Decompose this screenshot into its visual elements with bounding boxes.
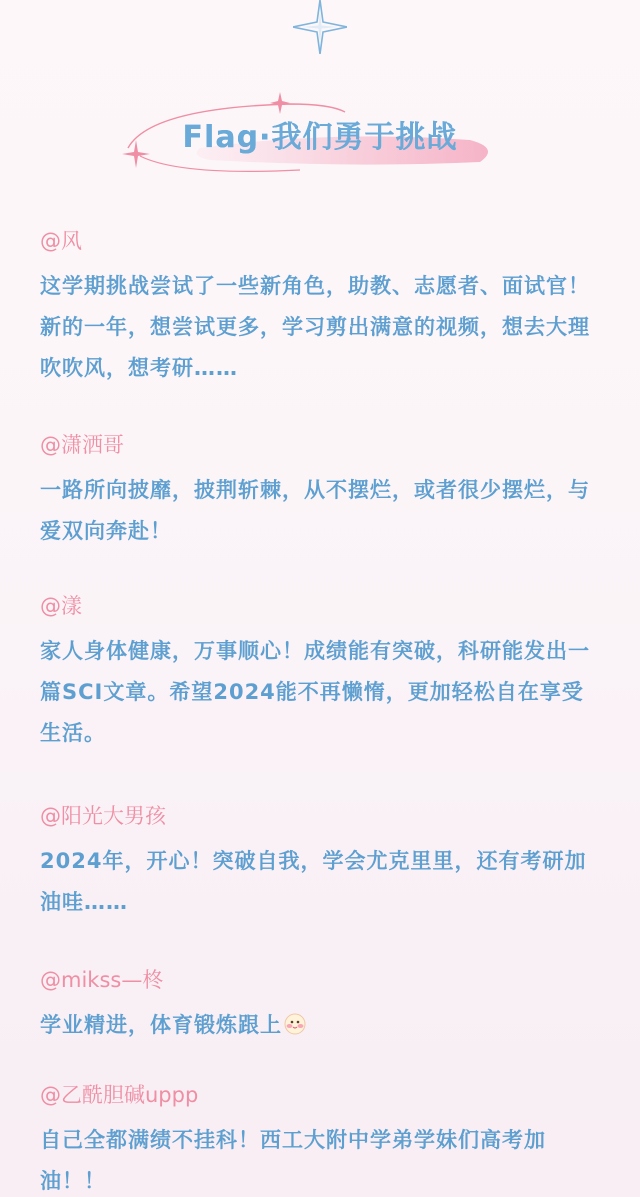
entry-author: @潇洒哥 bbox=[40, 433, 124, 457]
entry-text: 学业精进，体育锻炼跟上 bbox=[40, 1013, 282, 1037]
flag-entry bbox=[40, 591, 600, 754]
entry-author: @乙酰胆碱uppp bbox=[40, 1083, 199, 1107]
entry-author: @漾 bbox=[40, 594, 82, 618]
blushing-face-emoji-icon bbox=[284, 1013, 306, 1035]
entry-text: 自己全都满绩不挂科！西工大附中学弟学妹们高考加油！！ bbox=[40, 1128, 546, 1193]
entry-text: 家人身体健康，万事顺心！成绩能有突破，科研能发出一篇SCI文章。希望2024能不再懒惰，更加轻松自在享受生活。 bbox=[40, 639, 590, 745]
entry-text: 这学期挑战尝试了一些新角色，助教、志愿者、面试官！新的一年，想尝试更多，学习剪出满意的视频，想去大理吹吹风，想考研…… bbox=[40, 274, 590, 380]
entry-author: @风 bbox=[40, 229, 82, 253]
entry-author: @阳光大男孩 bbox=[40, 804, 166, 828]
sparkle-icon bbox=[293, 0, 347, 54]
entry-text: 一路所向披靡，披荆斩棘，从不摆烂，或者很少摆烂，与爱双向奔赴！ bbox=[40, 478, 590, 543]
flag-entry bbox=[40, 430, 600, 552]
entry-author: @mikss—柊 bbox=[40, 968, 164, 992]
entry-text-with-emoji bbox=[40, 1005, 600, 1046]
flag-entry bbox=[40, 1080, 600, 1197]
flag-entry bbox=[40, 226, 600, 389]
page-title: Flag·我们勇于挑战 bbox=[182, 120, 458, 155]
section-header bbox=[0, 90, 640, 180]
entry-text: 2024年，开心！突破自我，学会尤克里里，还有考研加油哇…… bbox=[40, 849, 587, 914]
flag-entry bbox=[40, 965, 600, 1046]
flag-entry bbox=[40, 801, 600, 923]
